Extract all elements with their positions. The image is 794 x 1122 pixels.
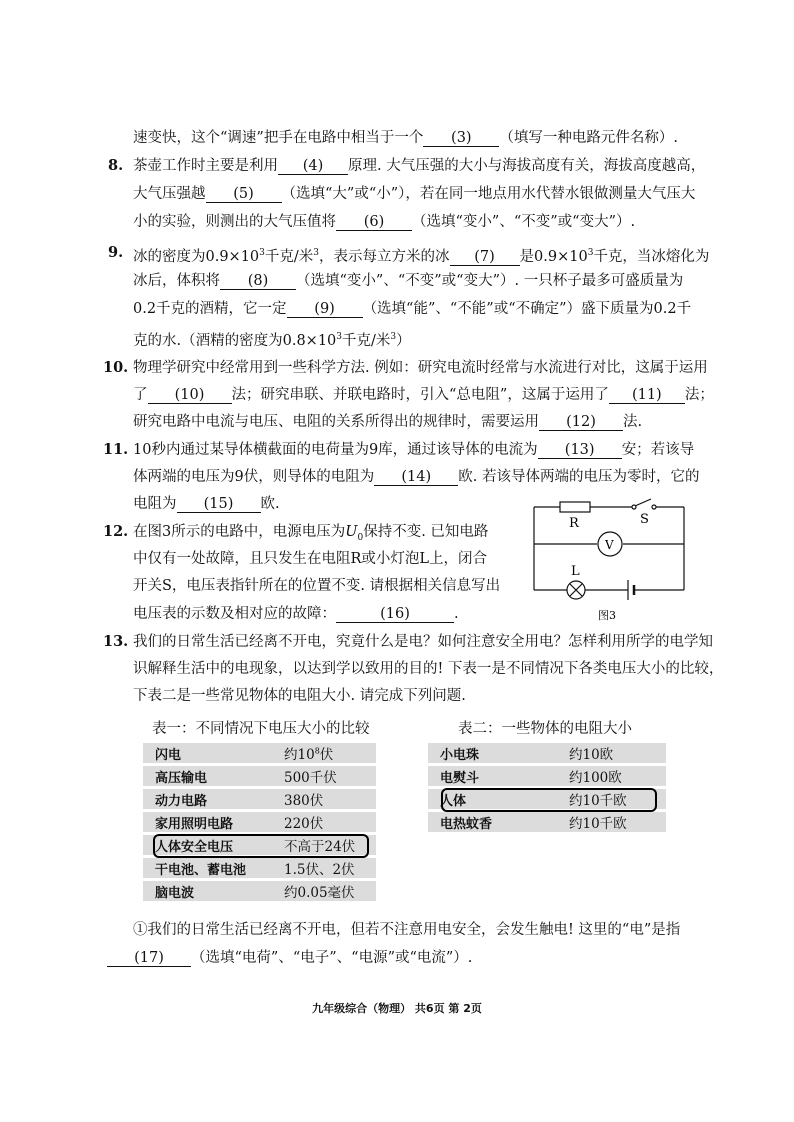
resistor-r	[560, 502, 590, 512]
voltage-table	[143, 740, 376, 904]
q9-line-2: 冰后，体积将 (8) （选填“变小”、“不变”或“变大”）. 一只杯子最多可盛质量为	[133, 273, 684, 289]
q9-line-1: 冰的密度为$0.9\times 10^3$千克/米$^3$，表示每立方米的冰 (7) 是$0.9\times 10^3$千克，当冰熔化为	[133, 248, 710, 265]
label-s: S	[640, 512, 649, 527]
q8-line-2: 大气压强越 (5) （选填“大”或“小”），若在同一地点用水代替水银做测量大气压大	[133, 186, 696, 202]
q9-line-4: 克的水.（酒精的密度为$0.8\times 10^3$千克/米$^3$）	[133, 332, 411, 349]
q13-line-3: 下表二是一些常见物体的电阻大小. 请完成下列问题.	[133, 688, 466, 704]
q11-line-3: 电阻为 (15) 欧.	[133, 496, 280, 512]
figure-caption: 图3	[598, 609, 616, 622]
blank-8[interactable]: (8)	[220, 273, 296, 290]
blank-11[interactable]: (11)	[609, 387, 685, 404]
blank-6[interactable]: (6)	[336, 214, 412, 231]
table-row: 人体 约10千欧	[428, 789, 666, 809]
table-row: 电熨斗 约100欧	[428, 766, 666, 786]
circuit-diagram	[520, 495, 700, 630]
question-12-number: 12.	[103, 523, 129, 540]
blank-10[interactable]: (10)	[148, 387, 232, 404]
table-row: 高压输电 500千伏	[143, 766, 376, 786]
table-row: 家用照明电路 220伏	[143, 812, 376, 832]
blank-17[interactable]: (17)	[107, 950, 191, 967]
blank-16[interactable]: (16)	[336, 606, 454, 623]
q11-line-2: 体两端的电压为9伏，则导体的电阻为 (14) 欧. 若该导体两端的电压为零时，它的	[133, 469, 700, 485]
q11-line-1: 10秒内通过某导体横截面的电荷量为9库，通过该导体的电流为 (13) 安；若该导	[133, 442, 695, 458]
blank-15[interactable]: (15)	[177, 496, 261, 513]
blank-5[interactable]: (5)	[206, 186, 282, 203]
q12-line-1: 在图3所示的电路中，电源电压为$U_0$保持不变. 已知电路	[133, 524, 489, 543]
table-row: 脑电波 约0.05毫伏	[143, 881, 376, 901]
question-9-number: 9.	[108, 244, 124, 261]
table2-caption: 表二：一些物体的电阻大小	[458, 721, 632, 737]
table-row: 干电池、蓄电池 1.5伏、2伏	[143, 858, 376, 878]
question-11-number: 11.	[103, 441, 129, 458]
table-row: 闪电 约$10^8$伏	[143, 743, 376, 763]
q12-line-4: 电压表的示数及相对应的故障： (16) .	[133, 606, 459, 622]
label-v: V	[605, 538, 614, 552]
blank-12[interactable]: (12)	[539, 414, 623, 431]
table1-caption: 表一：不同情况下电压大小的比较	[152, 721, 370, 737]
q10-line-3: 研究电路中电流与电压、电阻的关系所得出的规律时，需要运用 (12) 法.	[133, 414, 643, 430]
blank-3[interactable]: (3)	[423, 130, 499, 147]
q13-line-1: 我们的日常生活已经离不开电，究竟什么是电？如何注意安全用电？怎样利用所学的电学知	[133, 634, 713, 650]
blank-7[interactable]: (7)	[450, 249, 520, 266]
q8-line-3: 小的实验，则测出的大气压值将 (6) （选填“变小”、“不变”或“变大”）.	[133, 214, 636, 230]
highlight-human-body	[441, 788, 657, 812]
q13-sub1-line-2: (17) （选填“电荷”、“电子”、“电源”或“电流”）.	[107, 948, 472, 968]
label-l: L	[571, 564, 580, 579]
q13-line-2: 识解释生活中的电现象，以达到学以致用的目的! 下表一是不同情况下各类电压大小的比较，	[133, 661, 724, 677]
switch-blade	[635, 499, 651, 506]
q10-line-1: 物理学研究中经常用到一些科学方法. 例如：研究电流时经常与水流进行对比，这属于运用	[133, 360, 708, 376]
q12-line-3: 开关S，电压表指针所在的位置不变. 请根据相关信息写出	[133, 578, 501, 594]
question-10-number: 10.	[103, 359, 129, 376]
table-row: 小电珠 约10欧	[428, 743, 666, 763]
q9-line-3: 0.2千克的酒精，它一定 (9) （选填“能”、“不能”或“不确定”）盛下质量为0.2千	[133, 301, 692, 317]
table-row: 电热蚊香 约10千欧	[428, 812, 666, 832]
q13-sub1-line-1: ①我们的日常生活已经离不开电，但若不注意用电安全，会发生触电! 这里的“电”是指	[133, 922, 681, 938]
blank-9[interactable]: (9)	[287, 301, 363, 318]
blank-14[interactable]: (14)	[374, 469, 458, 486]
label-r: R	[569, 516, 579, 531]
q8-line-1: 茶壶工作时主要是利用 (4) 原理. 大气压强的大小与海拔高度有关，海拔高度越高，	[133, 158, 706, 174]
question-13-number: 13.	[103, 633, 129, 650]
table-row: 人体安全电压 不高于24伏	[143, 835, 376, 855]
blank-13[interactable]: (13)	[538, 442, 622, 459]
q7-line: 速变快，这个“调速”把手在电路中相当于一个 (3) （填写一种电路元件名称）.	[133, 130, 678, 146]
highlight-safe-voltage	[153, 834, 369, 858]
blank-4[interactable]: (4)	[278, 158, 348, 175]
q12-line-2: 中仅有一处故障，且只发生在电阻R或小灯泡L上，闭合	[133, 551, 488, 567]
table-row: 动力电路 380伏	[143, 789, 376, 809]
q10-line-2: 了 (10) 法；研究串联、并联电路时，引入“总电阻”，这属于运用了 (11) 法；	[133, 387, 714, 403]
question-8-number: 8.	[108, 157, 124, 174]
switch-contact	[652, 505, 656, 509]
page-footer: 九年级综合（物理） 共6页 第 2页	[312, 1002, 482, 1015]
